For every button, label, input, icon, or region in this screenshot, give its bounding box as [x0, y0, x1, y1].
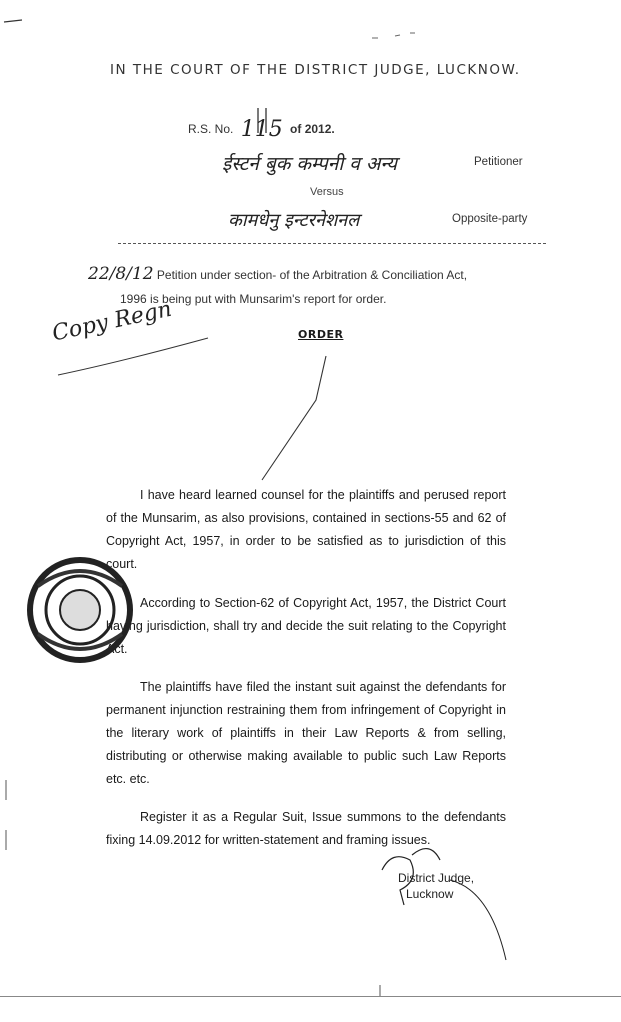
scan-speck — [4, 20, 22, 22]
rs-number-handwritten: 115 — [240, 117, 283, 142]
petitioner-name-handwritten: ईस्टर्न बुक कम्पनी व अन्य — [222, 153, 398, 175]
scan-speck — [372, 33, 415, 38]
order-paragraph-4: Register it as a Regular Suit, Issue summons to the defendants fixing 14.09.2012 for written-statement and framing issues. — [106, 810, 506, 847]
rs-prefix: R.S. No. — [188, 122, 234, 136]
order-paragraph-3: The plaintiffs have filed the instant suit against the defendants for permanent injunction restraining them from infringement of Copyright in the literary work of plaintiffs in their Law Reports & from selling, distributing or otherwise making available to public such Law Reports etc. etc. — [106, 680, 506, 786]
margin-note-handwritten: Copy Regn — [50, 296, 174, 347]
order-paragraph-2: According to Section-62 of Copyright Act, 1957, the District Court having jurisdiction, shall try and decide the suit relating to the Copyright Act. — [106, 596, 506, 656]
judge-signature-scribble — [382, 849, 440, 905]
signature-tail — [450, 880, 506, 960]
versus-label: Versus — [310, 186, 344, 198]
petition-line-1: Petition under section- of the Arbitration & Conciliation Act, — [156, 268, 468, 282]
order-heading: ORDER — [298, 328, 344, 341]
rs-number-strokes — [258, 108, 266, 133]
blank-space-strike-line — [262, 356, 326, 480]
signature-place: Lucknow — [406, 887, 454, 901]
rs-year: of 2012. — [290, 122, 335, 136]
margin-note-underline — [58, 338, 208, 375]
petition-date-handwritten: 22/8/12 — [88, 264, 154, 284]
order-paragraph-1: I have heard learned counsel for the plaintiffs and perused report of the Munsarim, as also provisions, contained in sections-55 and 62 of Copyright Act, 1957, in order to be satisfied as to jurisdiction of this court. — [106, 488, 506, 571]
petitioner-label: Petitioner — [474, 156, 523, 168]
court-seal-stamp — [30, 560, 130, 660]
signature-title: District Judge, — [398, 871, 475, 885]
bottom-rule — [0, 996, 621, 997]
opposite-party-label: Opposite-party — [452, 213, 528, 225]
court-title: IN THE COURT OF THE DISTRICT JUDGE, LUCKNOW. — [110, 62, 521, 78]
opposite-party-name-handwritten: कामधेनु इन्टरनेशनल — [228, 210, 360, 231]
petition-line-2: 1996 is being put with Munsarim's report for order. — [120, 292, 387, 306]
